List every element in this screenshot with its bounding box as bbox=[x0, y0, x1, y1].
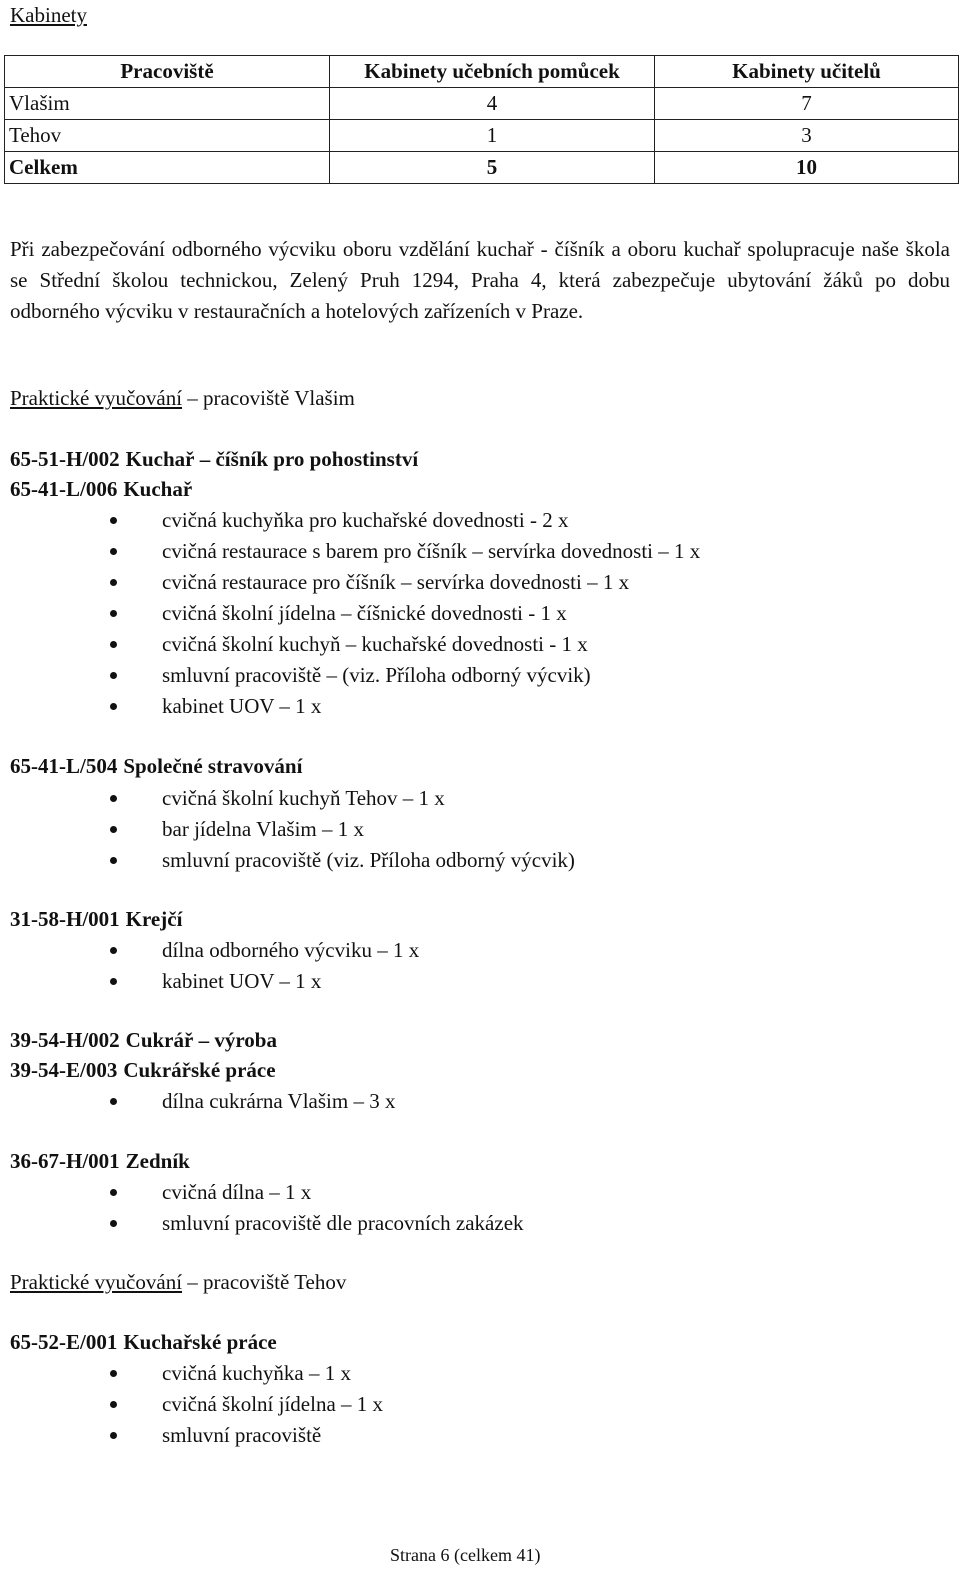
list-item: kabinet UOV – 1 x bbox=[10, 691, 700, 722]
program-code: 65-41-L/006 bbox=[10, 477, 118, 501]
list-item: smluvní pracoviště – (viz. Příloha odborný výcvik) bbox=[10, 660, 700, 691]
table-header-row bbox=[5, 56, 959, 88]
program-heading bbox=[10, 1025, 277, 1056]
cell-ucitele: 7 bbox=[655, 88, 959, 120]
table-total-row bbox=[5, 152, 959, 184]
list-item: cvičná restaurace s barem pro číšník – servírka dovednosti – 1 x bbox=[10, 536, 700, 567]
program-code: 31-58-H/001 bbox=[10, 907, 120, 931]
section-link-praktic[interactable]: Praktické vyučování bbox=[10, 1270, 183, 1294]
facility-list bbox=[10, 1358, 383, 1451]
list-item: cvičná školní jídelna – 1 x bbox=[10, 1389, 383, 1420]
program-name: Cukrář – výroba bbox=[125, 1028, 277, 1052]
program-name: Kuchař – číšník pro pohostinství bbox=[125, 447, 419, 471]
header-pracoviste: Pracoviště bbox=[5, 56, 330, 88]
heading-kabinety[interactable]: Kabinety bbox=[10, 3, 87, 27]
list-item: bar jídelna Vlašim – 1 x bbox=[10, 814, 575, 845]
cell-pomucky: 1 bbox=[330, 120, 655, 152]
program-code: 39-54-E/003 bbox=[10, 1058, 118, 1082]
list-item: cvičná restaurace pro číšník – servírka dovednosti – 1 x bbox=[10, 567, 700, 598]
list-item: cvičná kuchyňka pro kuchařské dovednosti - 2 x bbox=[10, 505, 700, 536]
list-item: cvičná školní jídelna – číšnické dovednosti - 1 x bbox=[10, 598, 700, 629]
facility-list bbox=[10, 783, 575, 876]
list-item: smluvní pracoviště dle pracovních zakázek bbox=[10, 1208, 524, 1239]
program-name: Kuchař bbox=[123, 477, 193, 501]
program-heading bbox=[10, 751, 302, 782]
header-kabinety-ucitelu: Kabinety učitelů bbox=[655, 56, 959, 88]
list-item: cvičná kuchyňka – 1 x bbox=[10, 1358, 383, 1389]
program-name: Zedník bbox=[125, 1149, 190, 1173]
facility-list bbox=[10, 1086, 395, 1117]
page-footer: Strana 6 (celkem 41) bbox=[390, 1545, 541, 1565]
cell-total-label: Celkem bbox=[5, 152, 330, 184]
program-name: Krejčí bbox=[125, 907, 183, 931]
program-heading bbox=[10, 1327, 277, 1358]
facility-list bbox=[10, 505, 700, 722]
list-item: smluvní pracoviště (viz. Příloha odborný výcvik) bbox=[10, 845, 575, 876]
list-item: kabinet UOV – 1 x bbox=[10, 966, 419, 997]
program-name: Cukrářské práce bbox=[123, 1058, 276, 1082]
program-heading bbox=[10, 444, 418, 475]
program-heading bbox=[10, 904, 182, 935]
cell-total-pomucky: 5 bbox=[330, 152, 655, 184]
section-heading-vlasim bbox=[10, 383, 355, 414]
section-rest: – pracoviště Vlašim bbox=[182, 386, 355, 410]
program-code: 65-52-E/001 bbox=[10, 1330, 118, 1354]
program-heading bbox=[10, 1146, 190, 1177]
list-item: dílna odborného výcviku – 1 x bbox=[10, 935, 419, 966]
facility-list bbox=[10, 1177, 524, 1239]
list-item: dílna cukrárna Vlašim – 3 x bbox=[10, 1086, 395, 1117]
program-heading bbox=[10, 474, 192, 505]
cell-pracoviste: Tehov bbox=[5, 120, 330, 152]
section-link-praktic[interactable]: Praktické vyučování bbox=[10, 386, 183, 410]
program-code: 65-41-L/504 bbox=[10, 754, 118, 778]
list-item: cvičná dílna – 1 x bbox=[10, 1177, 524, 1208]
section-rest: – pracoviště Tehov bbox=[182, 1270, 347, 1294]
list-item: smluvní pracoviště bbox=[10, 1420, 383, 1451]
table-row bbox=[5, 88, 959, 120]
cell-pracoviste: Vlašim bbox=[5, 88, 330, 120]
list-item: cvičná školní kuchyň Tehov – 1 x bbox=[10, 783, 575, 814]
kabinety-table bbox=[4, 55, 959, 184]
program-heading bbox=[10, 1055, 276, 1086]
list-item: cvičná školní kuchyň – kuchařské dovednosti - 1 x bbox=[10, 629, 700, 660]
cell-pomucky: 4 bbox=[330, 88, 655, 120]
header-kabinety-pomucek: Kabinety učebních pomůcek bbox=[330, 56, 655, 88]
program-name: Kuchařské práce bbox=[123, 1330, 277, 1354]
cell-ucitele: 3 bbox=[655, 120, 959, 152]
intro-paragraph: Při zabezpečování odborného výcviku oboru vzdělání kuchař - číšník a oboru kuchař spolupracuje naše škola se Střední školou technickou, Zelený Pruh 1294, Praha 4, která zabezpečuje ubytování žáků po dobu odborného výcviku v restauračních a hotelových zařízeních v Praze. bbox=[10, 237, 950, 323]
program-code: 36-67-H/001 bbox=[10, 1149, 120, 1173]
section-heading-tehov bbox=[10, 1267, 346, 1298]
program-code: 39-54-H/002 bbox=[10, 1028, 120, 1052]
program-code: 65-51-H/002 bbox=[10, 447, 120, 471]
table-row bbox=[5, 120, 959, 152]
cell-total-ucitele: 10 bbox=[655, 152, 959, 184]
facility-list bbox=[10, 935, 419, 997]
program-name: Společné stravování bbox=[123, 754, 303, 778]
